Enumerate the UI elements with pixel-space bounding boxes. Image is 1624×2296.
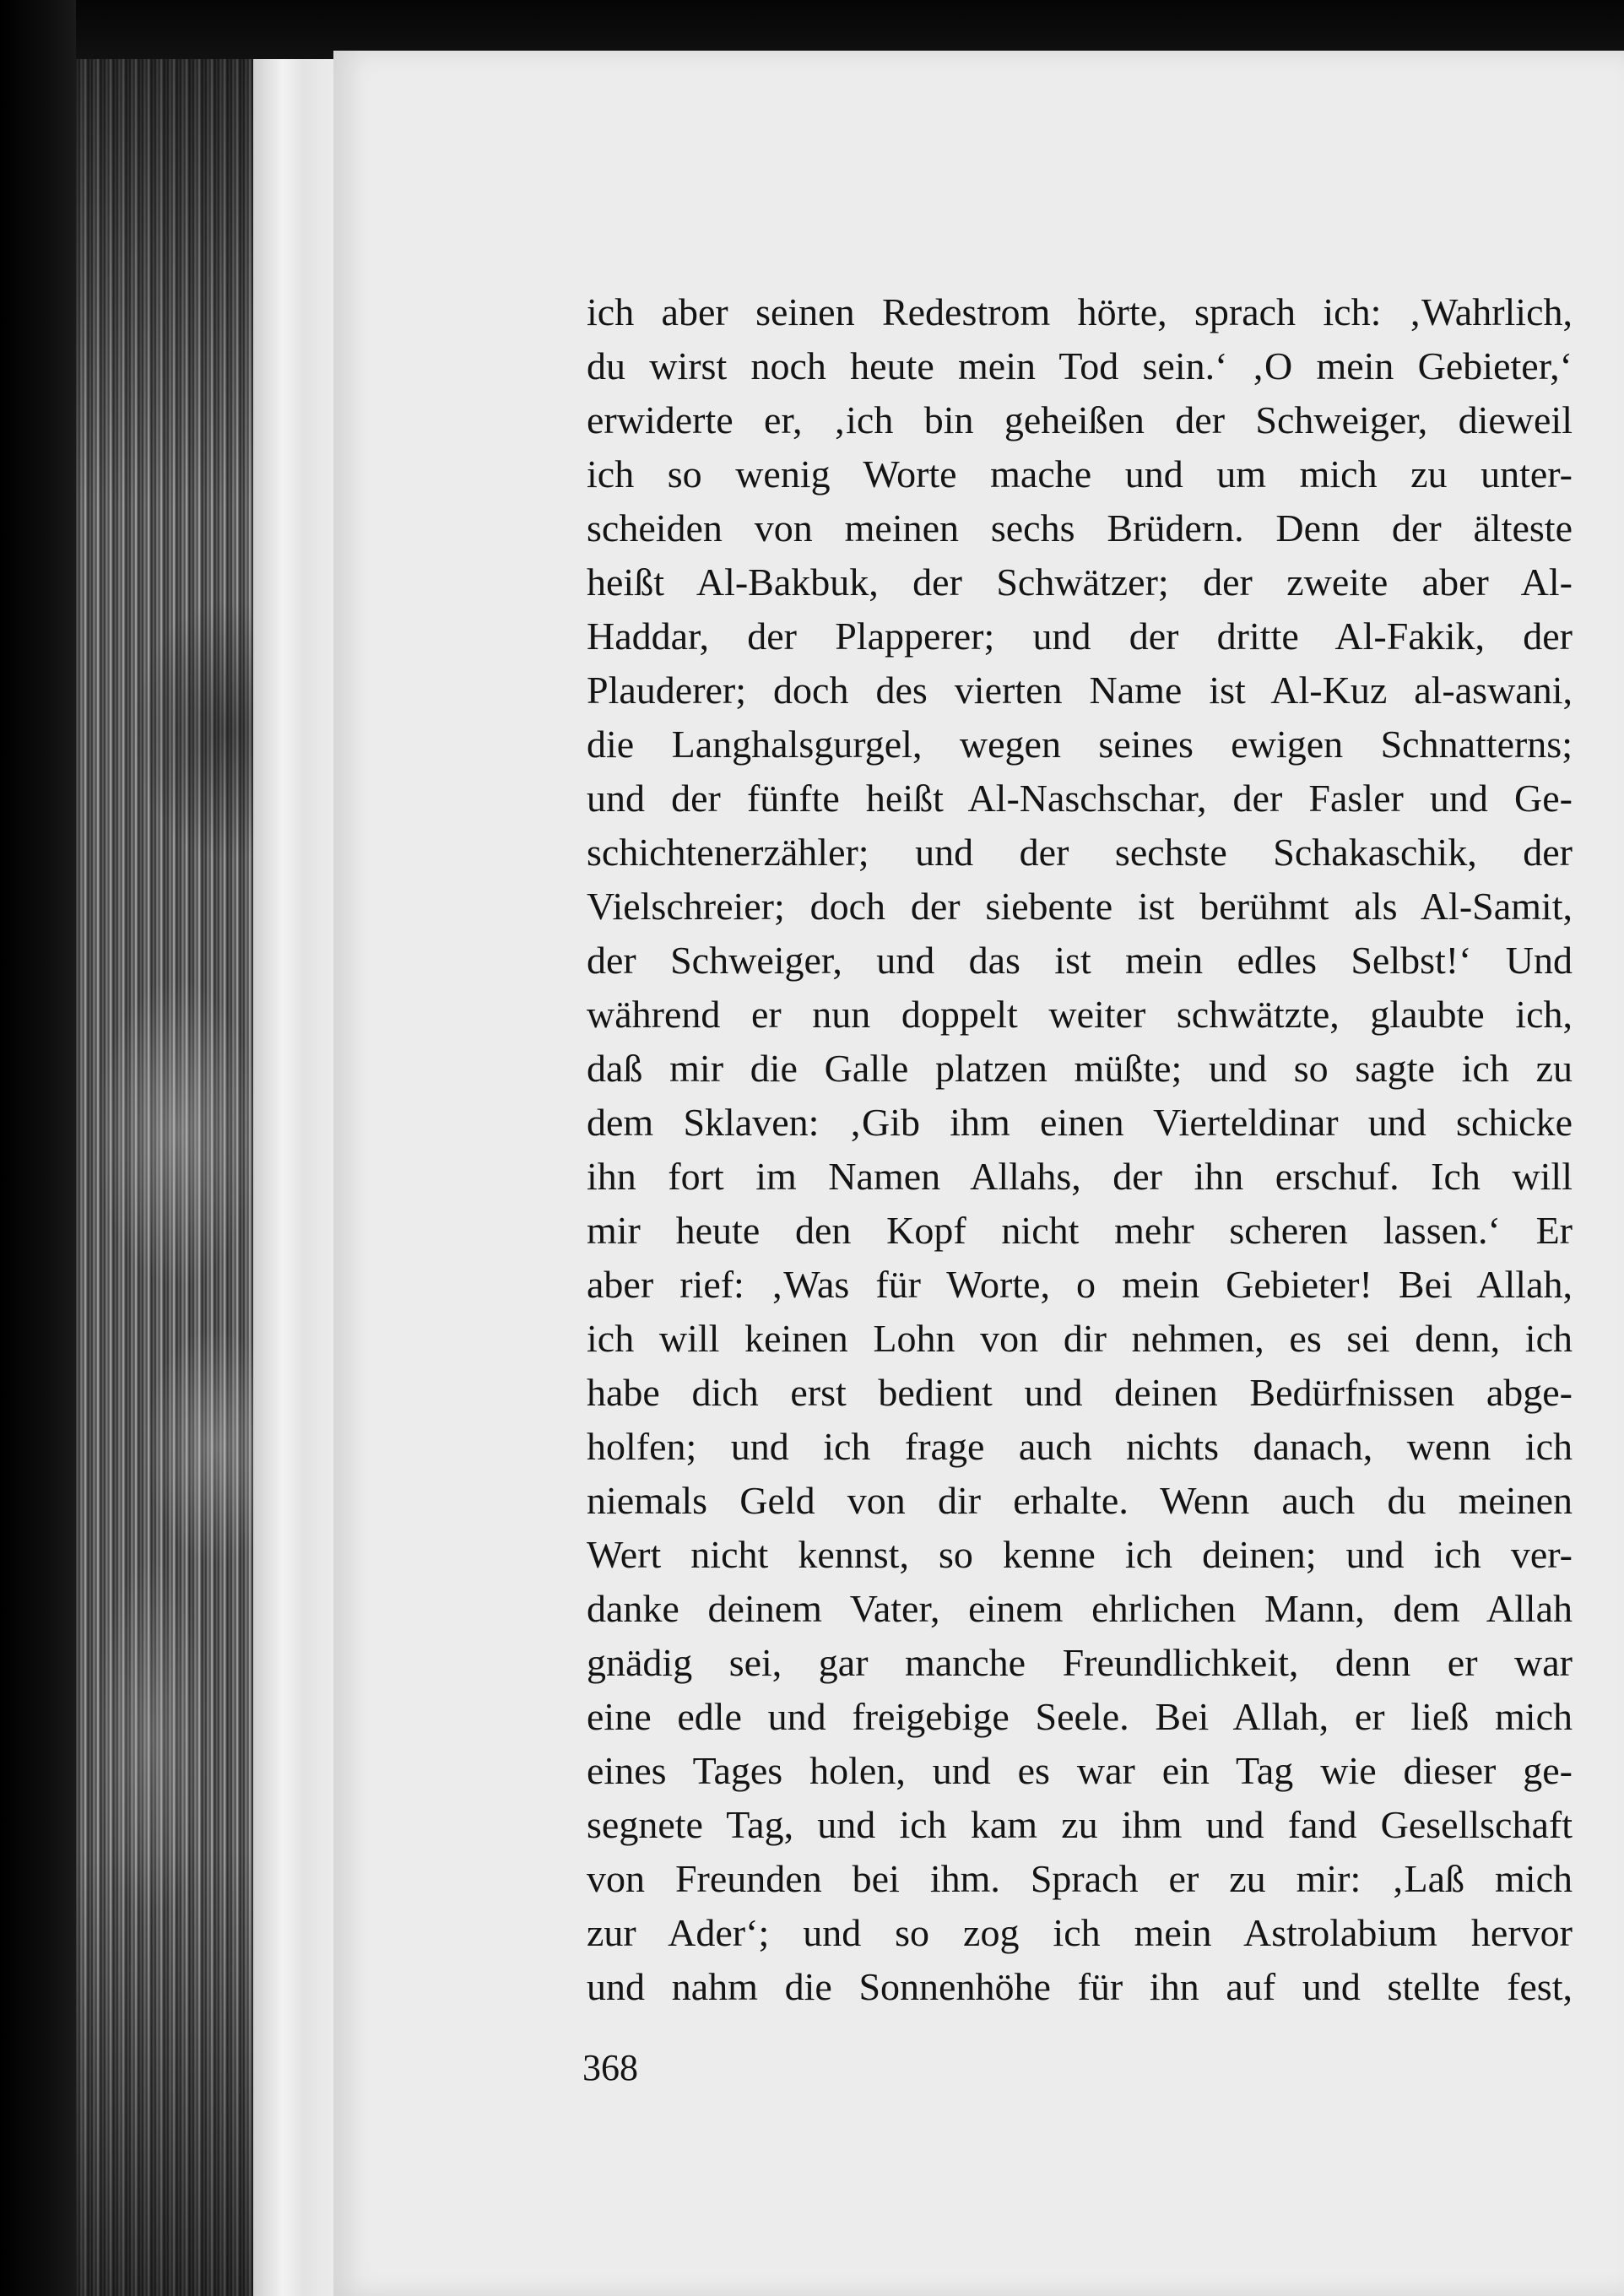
page-number: 368 — [582, 2047, 638, 2088]
text-line: ich so wenig Worte mache und um mich zu unter- — [587, 452, 1573, 495]
text-line: heißt Al-Bakbuk, der Schwätzer; der zweite aber Al- — [587, 560, 1573, 604]
text-line: ich will keinen Lohn von dir nehmen, es sei denn, ich — [587, 1317, 1573, 1360]
book-page — [333, 51, 1624, 2296]
text-line: zur Ader‘; und so zog ich mein Astrolabium hervor — [587, 1911, 1573, 1954]
text-line: danke deinem Vater, einem ehrlichen Mann, dem Allah — [587, 1587, 1573, 1630]
text-line: und nahm die Sonnenhöhe für ihn auf und stellte fest, — [587, 1965, 1573, 2008]
text-line: gnädig sei, gar manche Freundlichkeit, denn er war — [587, 1641, 1573, 1684]
text-line: erwiderte er, ‚ich bin geheißen der Schweiger, dieweil — [587, 398, 1573, 441]
text-line: aber rief: ‚Was für Worte, o mein Gebieter! Bei Allah, — [587, 1263, 1573, 1306]
book-gutter — [253, 59, 338, 2296]
text-line: holfen; und ich frage auch nichts danach, wenn ich — [587, 1425, 1573, 1468]
text-line: und der fünfte heißt Al-Naschschar, der Fasler und Ge- — [587, 777, 1573, 820]
text-line: habe dich erst bedient und deinen Bedürfnissen abge- — [587, 1371, 1573, 1414]
text-line: Haddar, der Plapperer; und der dritte Al-Fakik, der — [587, 615, 1573, 658]
text-line: dem Sklaven: ‚Gib ihm einen Vierteldinar und schicke — [587, 1101, 1573, 1144]
text-line: während er nun doppelt weiter schwätzte, glaubte ich, — [587, 993, 1573, 1036]
text-line: ich aber seinen Redestrom hörte, sprach ich: ‚Wahrlich, — [587, 290, 1573, 333]
text-line: ihn fort im Namen Allahs, der ihn erschuf. Ich will — [587, 1155, 1573, 1198]
text-line: eine edle und freigebige Seele. Bei Allah, er ließ mich — [587, 1695, 1573, 1738]
text-line: schichtenerzähler; und der sechste Schakaschik, der — [587, 831, 1573, 874]
text-line: der Schweiger, und das ist mein edles Selbst!‘ Und — [587, 939, 1573, 982]
text-line: von Freunden bei ihm. Sprach er zu mir: ‚Laß mich — [587, 1857, 1573, 1900]
text-line: Vielschreier; doch der siebente ist berühmt als Al-Samit, — [587, 885, 1573, 928]
text-line: du wirst noch heute mein Tod sein.‘ ‚O mein Gebieter,‘ — [587, 344, 1573, 387]
text-line: mir heute den Kopf nicht mehr scheren lassen.‘ Er — [587, 1209, 1573, 1252]
text-line: eines Tages holen, und es war ein Tag wie dieser ge- — [587, 1749, 1573, 1792]
text-line: Wert nicht kennst, so kenne ich deinen; und ich ver- — [587, 1533, 1573, 1576]
text-line: segnete Tag, und ich kam zu ihm und fand Gesellschaft — [587, 1803, 1573, 1846]
text-line: daß mir die Galle platzen müßte; und so sagte ich zu — [587, 1047, 1573, 1090]
text-line: Plauderer; doch des vierten Name ist Al-Kuz al-aswani, — [587, 669, 1573, 712]
body-text — [587, 285, 1573, 2014]
text-line: scheiden von meinen sechs Brüdern. Denn der älteste — [587, 506, 1573, 550]
text-line: die Langhalsgurgel, wegen seines ewigen Schnatterns; — [587, 723, 1573, 766]
scan-left-border — [0, 0, 76, 2296]
text-line: niemals Geld von dir erhalte. Wenn auch du meinen — [587, 1479, 1573, 1522]
